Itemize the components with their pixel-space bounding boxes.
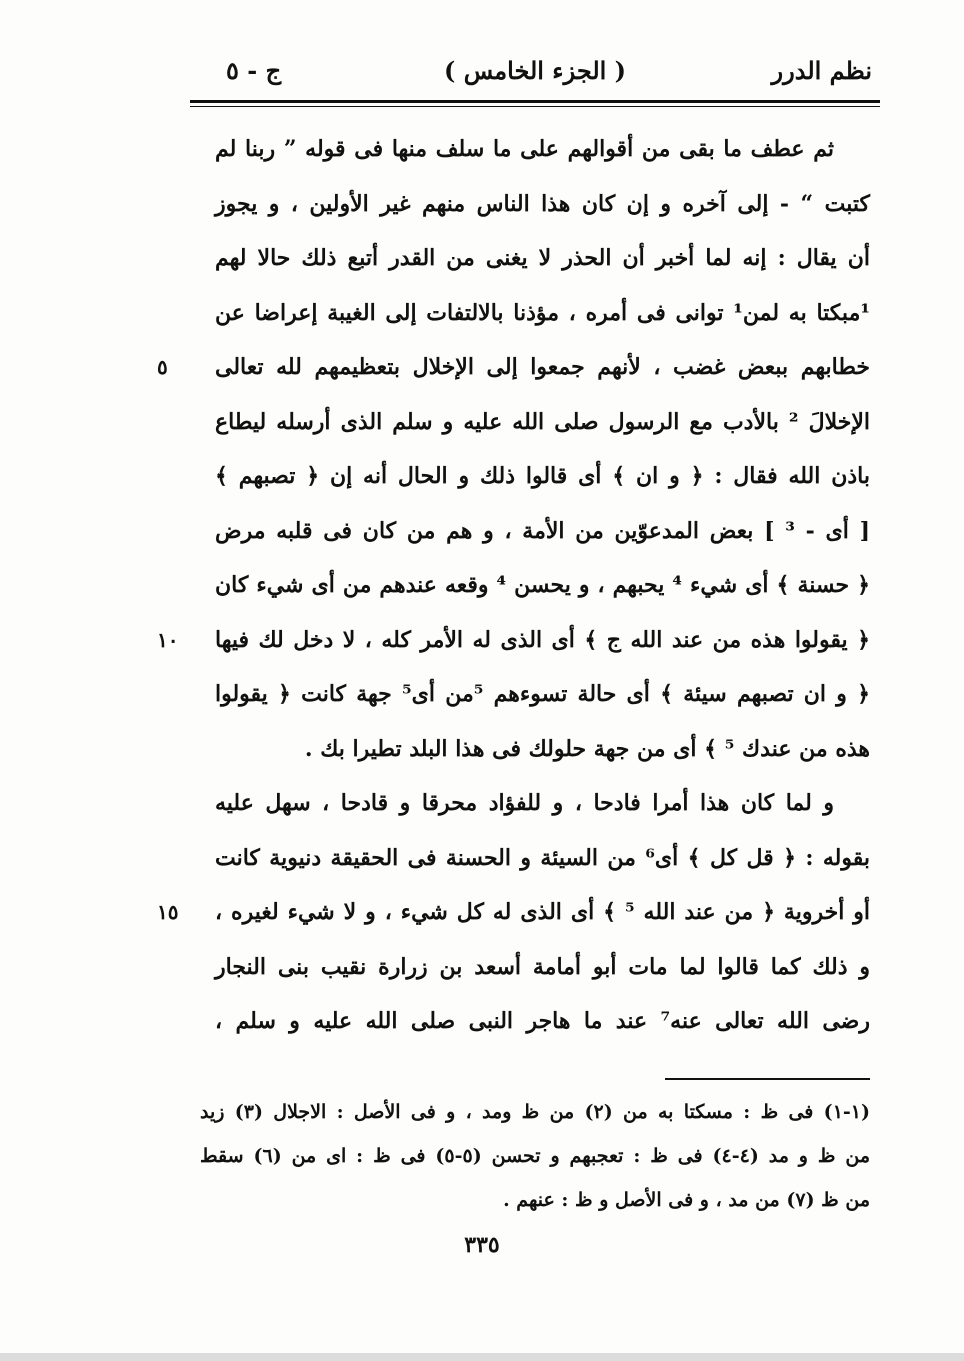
text-line [157,613,870,668]
text-line-content: الإخلالَ ² بالأدب مع الرسول صلى الله عليه و سلم الذى أرسله ليطاع [215,408,870,435]
header-rule-thin [190,106,880,107]
text-line-content: كتبت “ - إلى آخره و إن كان هذا الناس منهم غير الأولين ، و يجوز [215,190,870,217]
book-title: نظم الدرر [771,56,872,85]
text-line-content: [ أى - ³ ] بعض المدعوّين من الأمة ، و هم من كان فى قلبه مرض [215,517,870,544]
text-line-content: هذه من عندك ⁵ ﴾ أى من جهة حلولك فى هذا البلد تطيرا بك . [304,735,870,762]
text-line [157,885,870,940]
text-line [215,504,870,559]
text-line [215,177,870,232]
text-line-content: و ذلك كما قالوا لما مات أبو أمامة أسعد بن زرارة نقيب بنى النجار [215,953,870,980]
text-line [215,776,870,831]
text-line-content: أن يقال : إنه لما أخبر أن الحذر لا يغنى من القدر أتبع ذلك حالا لهم [215,245,870,271]
text-line [215,395,870,450]
line-number: ١٥ [157,900,179,924]
text-line [215,122,870,177]
text-line-content: رضى الله تعالى عنه⁷ عند ما هاجر النبى صلى الله عليه و سلم ، [215,1008,870,1034]
footnotes [200,1090,870,1222]
text-line [215,667,870,722]
text-line-content: ¹مبكتا به لمن¹ توانى فى أمره ، مؤذنا بالالتفات إلى الغيبة إعراضا عن [215,299,870,326]
text-line-content: باذن الله فقال : ﴿ و ان ﴾ أى قالوا ذلك و الحال أنه إن ﴿ تصبهم ﴾ [215,463,870,489]
scan-edge [0,1353,964,1361]
text-line [157,340,870,395]
running-header [190,52,880,100]
text-line [215,449,870,504]
text-line [215,231,870,286]
text-line [215,831,870,886]
footnote-line: من ظ (٧) من مد ، و فى الأصل و ظ : عنهم . [503,1189,870,1211]
text-line [215,940,870,995]
header-rule-thick [190,100,880,103]
part-title: ( الجزء الخامس ) [443,56,627,85]
page-number: ٣٣٥ [464,1232,500,1258]
text-line [215,994,870,1049]
volume-marker: ج - ٥ [226,56,282,85]
text-line-content: ﴿ حسنة ﴾ أى شيء ⁴ يحبهم ، و يحسن ⁴ وقعه عندهم من أى شيء كان [215,572,871,598]
footnote-line: من ظ و مد (٤-٤) فى ظ : تعجبهم و تحسن (٥-٥) فى ظ : اى من (٦) سقط [200,1145,870,1167]
text-line [215,722,870,777]
main-text [157,122,871,1049]
text-line [215,558,870,613]
line-number: ١٠ [157,627,179,652]
text-line [215,286,870,341]
text-line-content: ﴿ و ان تصبهم سيئة ﴾ أى حالة تسوءهم ⁵من أى⁵ جهة كانت ﴿ يقولوا [215,681,871,707]
text-line-content: ﴿ يقولوا هذه من عند الله ج ﴾ أى الذى له الأمر كله ، لا دخل لك فيها [215,626,870,653]
footnote-line: (١-١) فى ظ : مسكتا به من (٢) من ظ ومد ، و فى الأصل : الاجلال (٣) زيد [200,1101,871,1123]
text-line-content: بقوله : ﴿ قل كل ﴾ أى⁶ من السيئة و الحسنة فى الحقيقة دنيوية كانت [215,844,870,871]
line-number: ٥ [157,355,168,379]
text-line-content: أو أخروية ﴿ من عند الله ⁵ ﴾ أى الذى له كل شيء ، و لا شيء لغيره ، [215,899,870,925]
footnote-separator [665,1078,870,1080]
text-line-content: ثم عطف ما بقى من أقوالهم على ما سلف منها فى قوله ” ربنا لم [215,136,834,162]
text-line-content: خطابهم ببعض غضب ، لأنهم جمعوا إلى الإخلال بتعظيمهم لله تعالى [215,354,870,380]
text-line-content: و لما كان هذا أمرا فادحا ، و للفؤاد محرقا و قادحا ، سهل عليه [215,790,834,816]
